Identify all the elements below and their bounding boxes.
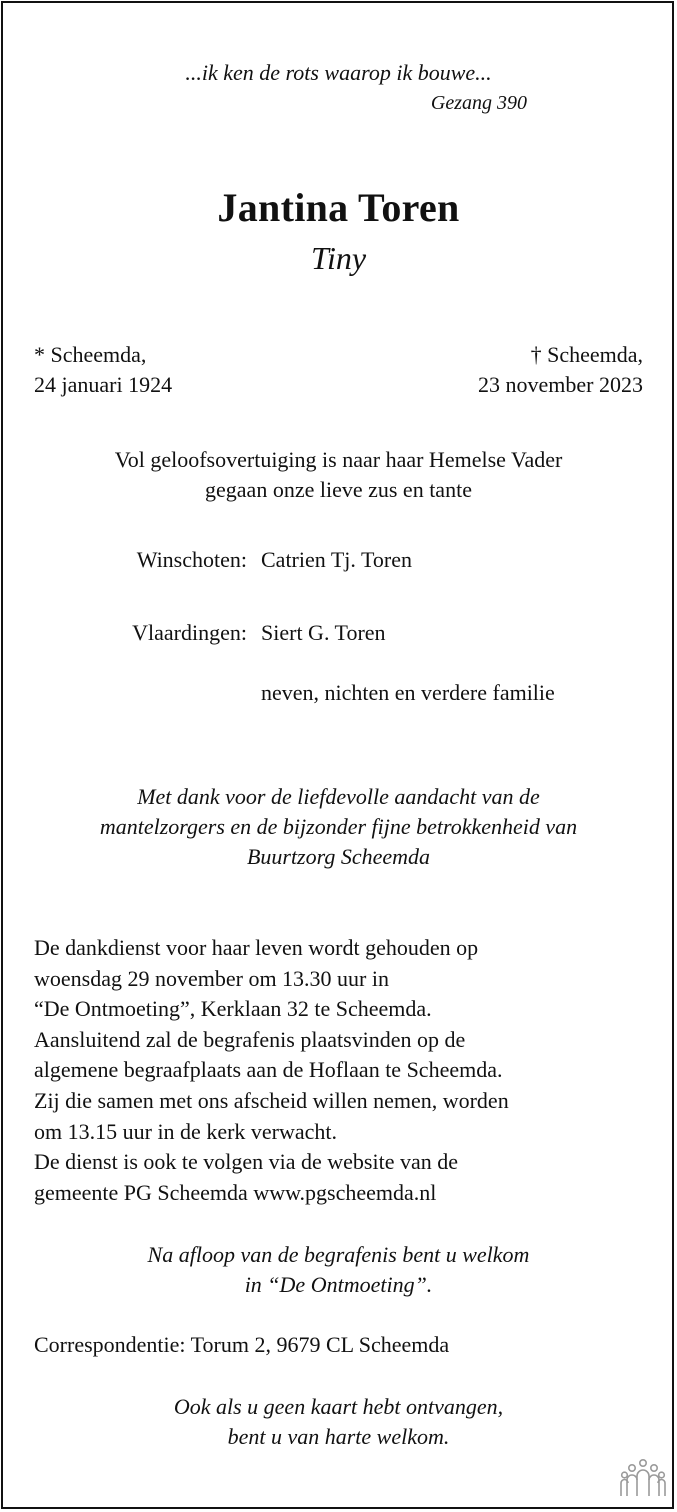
- service-line: algemene begraafplaats aan de Hoflaan te Scheemda.: [34, 1057, 503, 1083]
- after-line-2: in “De Ontmoeting”.: [244, 1272, 433, 1297]
- service-line: om 13.15 uur in de kerk verwacht.: [34, 1118, 338, 1144]
- deceased-nickname: Tiny: [310, 240, 367, 276]
- service-block: [34, 933, 509, 1208]
- thanks-line-3: Buurtzorg Scheemda: [246, 844, 431, 869]
- after-line-1: Na afloop van de begrafenis bent u welkom: [147, 1242, 530, 1267]
- announcement-line-2: gegaan onze lieve zus en tante: [205, 477, 472, 502]
- service-line: “De Ontmoeting”, Kerklaan 32 te Scheemda.: [34, 996, 432, 1022]
- correspondence-address: Correspondentie: Torum 2, 9679 CL Scheemda: [34, 1332, 450, 1357]
- family-member: Catrien Tj. Toren: [261, 547, 413, 572]
- service-line: Aansluitend zal de begrafenis plaatsvinden op de: [34, 1026, 466, 1052]
- service-line: woensdag 29 november om 13.30 uur in: [34, 965, 389, 991]
- death-date: 23 november 2023: [478, 372, 643, 397]
- closing-line-1: Ook als u geen kaart hebt ontvangen,: [173, 1394, 504, 1419]
- announcement-line-1: Vol geloofsovertuiging is naar haar Hemelse Vader: [114, 447, 563, 472]
- people-group-icon: [620, 1458, 666, 1498]
- closing-line-2: bent u van harte welkom.: [227, 1424, 450, 1449]
- service-line: gemeente PG Scheemda www.pgscheemda.nl: [34, 1179, 437, 1205]
- deceased-name: Jantina Toren: [217, 185, 460, 230]
- birth-date: 24 januari 1924: [34, 372, 173, 397]
- service-line: De dankdienst voor haar leven wordt gehouden op: [34, 935, 479, 960]
- birth-place: * Scheemda,: [34, 342, 147, 367]
- motto-text: ...ik ken de rots waarop ik bouwe...: [185, 60, 492, 85]
- family-place: Winschoten:: [136, 547, 247, 572]
- thanks-line-2: mantelzorgers en de bijzonder fijne betrokkenheid van: [99, 814, 578, 839]
- service-line: De dienst is ook te volgen via de website van de: [34, 1149, 459, 1175]
- motto-source: Gezang 390: [430, 92, 527, 114]
- family-member: Siert G. Toren: [261, 620, 386, 645]
- death-place: † Scheemda,: [530, 342, 643, 367]
- family-place: Vlaardingen:: [132, 620, 247, 645]
- thanks-line-1: Met dank voor de liefdevolle aandacht van de: [137, 784, 540, 809]
- service-line: Zij die samen met ons afscheid willen nemen, worden: [34, 1087, 509, 1113]
- family-extra: neven, nichten en verdere familie: [261, 680, 555, 705]
